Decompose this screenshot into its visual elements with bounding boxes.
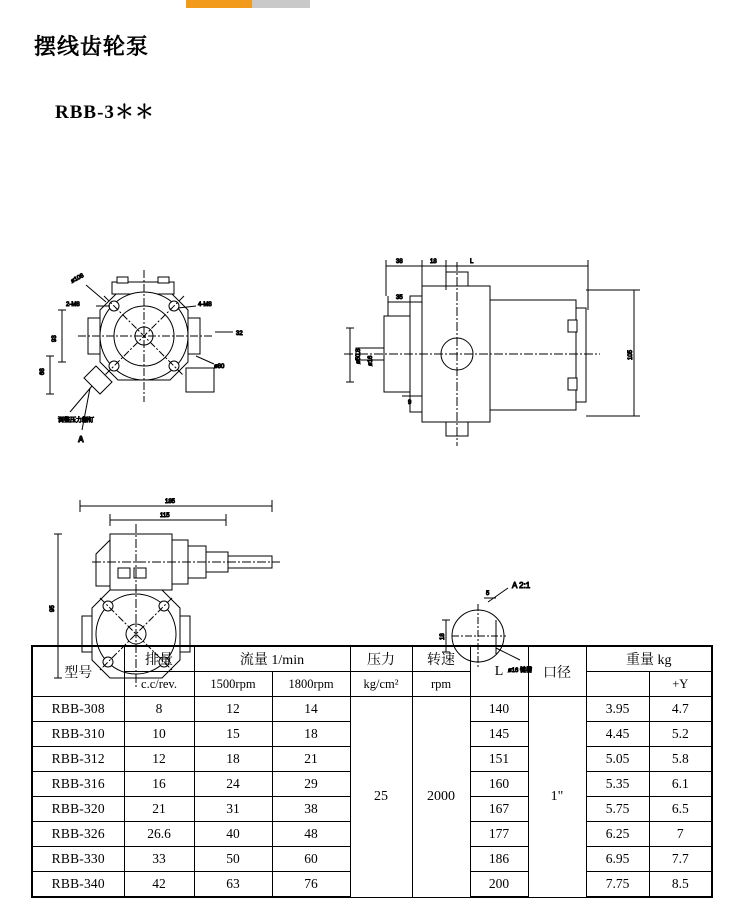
svg-text:5: 5 <box>486 591 490 597</box>
cell-flow-1500: 24 <box>194 772 272 797</box>
svg-text:32: 32 <box>236 331 243 337</box>
cell-l: 186 <box>470 847 528 872</box>
svg-text:38: 38 <box>396 259 403 265</box>
cell-weight: 3.95 <box>586 697 649 722</box>
cell-flow-1500: 18 <box>194 747 272 772</box>
svg-text:18: 18 <box>440 633 446 640</box>
cell-weight-plus-y: 5.8 <box>649 747 712 772</box>
svg-text:ø80: ø80 <box>214 364 225 370</box>
svg-text:ø108: ø108 <box>70 273 86 285</box>
svg-text:105: 105 <box>628 349 634 360</box>
top-color-bar <box>0 0 739 8</box>
svg-text:调整压力螺钉: 调整压力螺钉 <box>58 418 95 424</box>
cell-model: RBB-320 <box>32 797 124 822</box>
cell-weight: 5.05 <box>586 747 649 772</box>
svg-text:ø50.8: ø50.8 <box>356 348 362 364</box>
cell-displacement: 21 <box>124 797 194 822</box>
table-row <box>32 697 712 722</box>
header-weight-blank <box>586 672 649 697</box>
header-displacement: 排量 <box>124 646 194 672</box>
cell-l: 151 <box>470 747 528 772</box>
header-pressure-unit: kg/cm² <box>350 672 412 697</box>
svg-text:9: 9 <box>408 400 412 406</box>
cell-weight-plus-y: 5.2 <box>649 722 712 747</box>
cell-weight-plus-y: 6.1 <box>649 772 712 797</box>
cell-flow-1800: 76 <box>272 872 350 898</box>
cell-weight: 4.45 <box>586 722 649 747</box>
svg-text:68: 68 <box>40 368 46 375</box>
cell-flow-1500: 12 <box>194 697 272 722</box>
front-flange-view <box>40 270 243 444</box>
cell-port: 1" <box>528 697 586 898</box>
cell-weight-plus-y: 7.7 <box>649 847 712 872</box>
cell-flow-1800: 38 <box>272 797 350 822</box>
cell-model: RBB-308 <box>32 697 124 722</box>
header-speed: 转速 <box>412 646 470 672</box>
cell-l: 167 <box>470 797 528 822</box>
header-flow: 流量 1/min <box>194 646 350 672</box>
cell-l: 160 <box>470 772 528 797</box>
cell-model: RBB-312 <box>32 747 124 772</box>
cell-weight-plus-y: 4.7 <box>649 697 712 722</box>
header-speed-unit: rpm <box>412 672 470 697</box>
header-flow-1800: 1800rpm <box>272 672 350 697</box>
svg-text:A 2:1: A 2:1 <box>512 581 531 590</box>
header-port: 口径 <box>528 646 586 697</box>
svg-text:L: L <box>470 259 474 265</box>
cell-model: RBB-326 <box>32 822 124 847</box>
cell-flow-1800: 48 <box>272 822 350 847</box>
cell-weight: 7.75 <box>586 872 649 898</box>
cell-model: RBB-330 <box>32 847 124 872</box>
header-weight: 重量 kg <box>586 646 712 672</box>
cell-l: 177 <box>470 822 528 847</box>
side-section-view <box>344 259 640 446</box>
cell-l: 140 <box>470 697 528 722</box>
top-bar-gray-segment <box>252 0 310 8</box>
header-pressure: 压力 <box>350 646 412 672</box>
model-series-title: RBB-3＊＊ <box>55 102 155 123</box>
cell-displacement: 33 <box>124 847 194 872</box>
cell-l: 145 <box>470 722 528 747</box>
specification-table <box>31 645 711 898</box>
header-l: L <box>470 646 528 697</box>
svg-text:35: 35 <box>396 295 403 301</box>
page-title: 摆线齿轮泵 <box>34 34 150 59</box>
cell-weight: 5.35 <box>586 772 649 797</box>
cell-flow-1500: 15 <box>194 722 272 747</box>
cell-flow-1800: 29 <box>272 772 350 797</box>
svg-text:185: 185 <box>165 499 176 505</box>
cell-weight-plus-y: 6.5 <box>649 797 712 822</box>
header-model: 型号 <box>32 646 124 697</box>
cell-flow-1800: 21 <box>272 747 350 772</box>
cell-flow-1800: 18 <box>272 722 350 747</box>
cell-displacement: 12 <box>124 747 194 772</box>
svg-text:4-M8: 4-M8 <box>198 302 212 308</box>
cell-flow-1500: 50 <box>194 847 272 872</box>
svg-text:18: 18 <box>430 259 437 265</box>
svg-text:115: 115 <box>160 513 170 519</box>
cell-weight: 5.75 <box>586 797 649 822</box>
header-displacement-unit: c.c/rev. <box>124 672 194 697</box>
cell-displacement: 26.6 <box>124 822 194 847</box>
cell-pressure: 25 <box>350 697 412 898</box>
cell-model: RBB-310 <box>32 722 124 747</box>
cell-flow-1500: 31 <box>194 797 272 822</box>
cell-weight-plus-y: 7 <box>649 822 712 847</box>
cell-flow-1800: 60 <box>272 847 350 872</box>
cell-weight: 6.95 <box>586 847 649 872</box>
cell-flow-1800: 14 <box>272 697 350 722</box>
cell-displacement: 10 <box>124 722 194 747</box>
cell-l: 200 <box>470 872 528 898</box>
svg-text:ø16 键槽: ø16 键槽 <box>508 668 533 674</box>
cell-weight-plus-y: 8.5 <box>649 872 712 898</box>
cell-model: RBB-340 <box>32 872 124 898</box>
cell-displacement: 8 <box>124 697 194 722</box>
cell-displacement: 16 <box>124 772 194 797</box>
svg-text:93: 93 <box>52 335 58 342</box>
svg-text:A: A <box>78 435 84 444</box>
svg-text:ø16: ø16 <box>368 355 374 366</box>
top-bar-orange-segment <box>186 0 252 8</box>
cell-flow-1500: 63 <box>194 872 272 898</box>
header-weight-plus-y: +Y <box>649 672 712 697</box>
svg-text:2-M8: 2-M8 <box>66 302 80 308</box>
header-flow-1500: 1500rpm <box>194 672 272 697</box>
svg-text:95: 95 <box>50 605 56 612</box>
cell-weight: 6.25 <box>586 822 649 847</box>
cell-speed: 2000 <box>412 697 470 898</box>
cell-model: RBB-316 <box>32 772 124 797</box>
cell-flow-1500: 40 <box>194 822 272 847</box>
cell-displacement: 42 <box>124 872 194 898</box>
